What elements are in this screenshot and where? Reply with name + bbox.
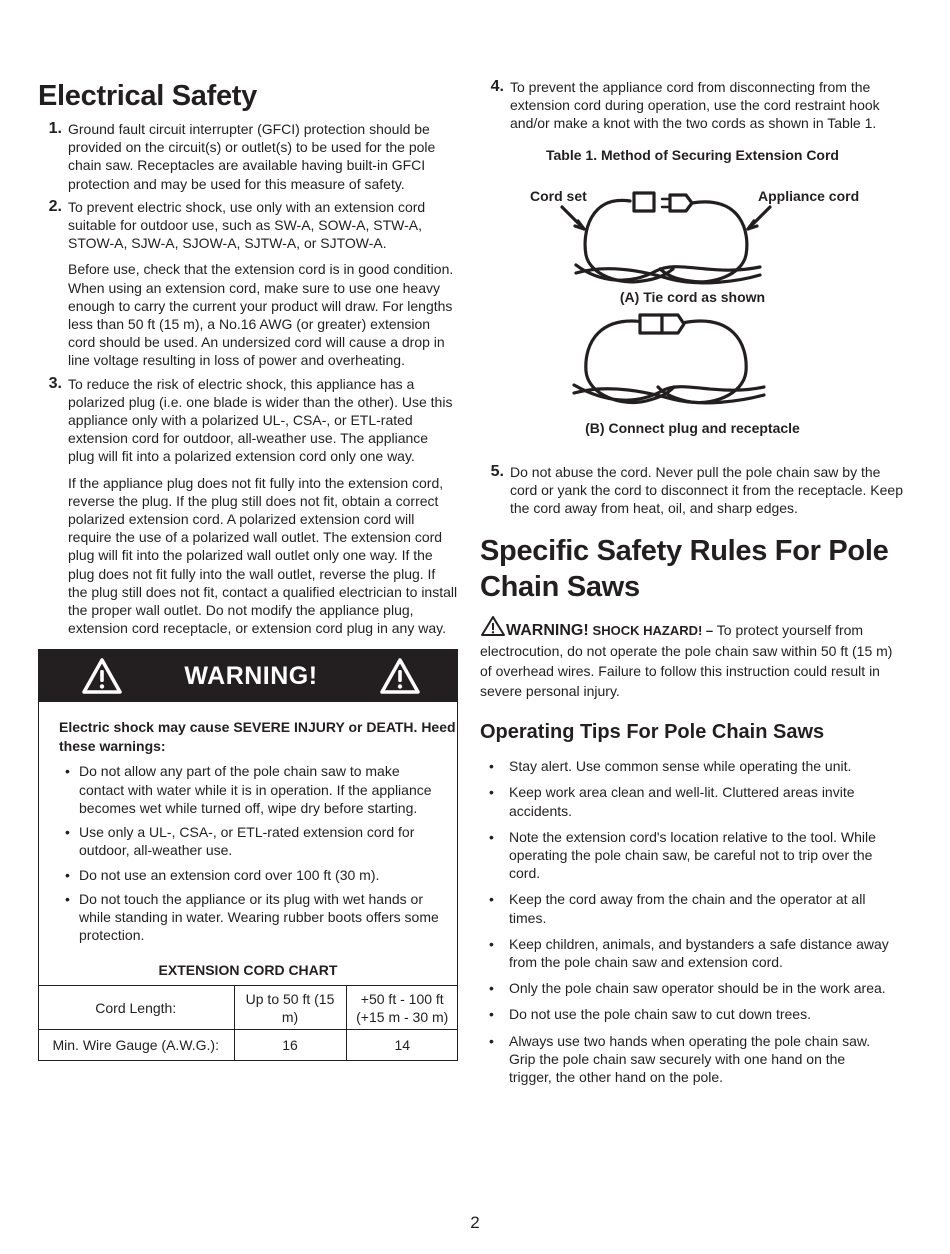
list-item: • Keep children, animals, and bystanders a safe distance away from the pole chain saw and extension cord. bbox=[480, 935, 905, 971]
item-number: 1. bbox=[48, 120, 62, 137]
item-number: 4. bbox=[490, 78, 504, 95]
item-number: 5. bbox=[490, 462, 504, 480]
item-number: 3. bbox=[48, 374, 62, 392]
cord-securing-figure bbox=[480, 163, 905, 451]
operating-tips-list bbox=[480, 757, 905, 1086]
list-item: • Only the pole chain saw operator should be in the work area. bbox=[480, 979, 905, 997]
list-item: • Stay alert. Use common sense while operating the unit. bbox=[480, 757, 905, 775]
item-text: To prevent electric shock, use only with an extension cord suitable for outdoor use, such as SW-A, SOW-A, STW-A, STOW-A, SJW-A, SJOW-A, SJTW-A, or SJTOW-A. bbox=[68, 198, 426, 252]
right-column bbox=[480, 78, 905, 1094]
warning-triangle-icon bbox=[81, 657, 123, 695]
tip-text: Keep the cord away from the chain and the operator at all times. bbox=[509, 891, 866, 926]
item-text: To reduce the risk of electric shock, this appliance has a polarized plug (i.e. one blade is wider than the other). Use this appliance only with a polarized UL-, CSA-, or ETL-rated extension cord for outdoor, all-weather use. The appliance plug will fit into a polarized extension cord only one way. bbox=[68, 375, 453, 465]
table-cell: Up to 50 ft (15 m) bbox=[234, 986, 346, 1030]
item-text: Ground fault circuit interrupter (GFCI) protection should be provided on the circuit(s) or outlet(s) to be used for the pole chain saw. Receptacles are available having built-in GFCI protection and may be used for this measure of safety. bbox=[68, 121, 436, 192]
shock-warning-text: To protect yourself from electrocution, do not operate the pole chain saw within 50 ft (15 m) of overhead wires. Failure to follow this instruction could result in severe personal injury. bbox=[480, 622, 893, 700]
item-number: 2. bbox=[48, 197, 62, 215]
caption-b: (B) Connect plug and receptacle bbox=[585, 419, 800, 436]
cord-knot-illustration bbox=[480, 163, 905, 451]
extension-cord-chart-title: EXTENSION CORD CHART bbox=[158, 962, 338, 979]
list-item bbox=[38, 120, 458, 193]
section-title-electrical-safety: Electrical Safety bbox=[38, 80, 257, 112]
tip-text: Note the extension cord's location relative to the tool. While operating the pole chain saw, be careful not to trip over the cord. bbox=[509, 828, 876, 882]
extension-cord-chart bbox=[38, 985, 458, 1060]
tip-text: Always use two hands when operating the pole chain saw. Grip the pole chain saw securely with one hand on the trigger, the other hand on the pole. bbox=[509, 1032, 871, 1086]
list-item: • Do not use the pole chain saw to cut down trees. bbox=[480, 1005, 905, 1023]
list-item: • Keep work area clean and well-lit. Cluttered areas invite accidents. bbox=[480, 783, 905, 819]
tip-text: Keep work area clean and well-lit. Cluttered areas invite accidents. bbox=[509, 784, 855, 819]
warning-triangle-icon bbox=[480, 615, 506, 637]
table-row bbox=[38, 986, 458, 1030]
list-item: • Do not allow any part of the pole chain saw to make contact with water while it is in operation. If the appliance becomes wet while turned off, wipe dry before starting. bbox=[59, 762, 457, 817]
warning-lead: Electric shock may cause SEVERE INJURY or DEATH. Heed these warnings: bbox=[59, 719, 456, 755]
tip-text: Do not use the pole chain saw to cut down trees. bbox=[509, 1006, 811, 1023]
table-cell: Cord Length: bbox=[38, 986, 234, 1030]
item-text: If the appliance plug does not fit fully into the extension cord, reverse the plug. If the plug still does not fit, obtain a correct polarized extension cord. A polarized extension cord will require the use of a polarized wall outlet. The extension cord plug will fit into the polarized wall outlet only one way. If the plug does not fit fully into the wall outlet, reverse the plug. If the plug still does not fit, contact a qualified electrician to install the proper wall outlet. Do not modify the appliance plug, extension cord receptacle, or extension cord plug in any way. bbox=[68, 474, 458, 637]
warning-title: WARNING! bbox=[184, 661, 318, 690]
table-cell: Min. Wire Gauge (A.W.G.): bbox=[38, 1030, 234, 1060]
list-item bbox=[480, 463, 905, 518]
list-item bbox=[38, 375, 458, 638]
table-title: Table 1. Method of Securing Extension Cord bbox=[546, 146, 839, 163]
list-item: • Do not use an extension cord over 100 ft (30 m). bbox=[59, 866, 457, 884]
list-item: • Always use two hands when operating the pole chain saw. Grip the pole chain saw securely with one hand on the trigger, the other hand on the pole. bbox=[480, 1032, 905, 1087]
warning-triangle-icon bbox=[379, 657, 421, 695]
left-column bbox=[38, 78, 458, 1061]
table-cell: 16 bbox=[234, 1030, 346, 1060]
list-item bbox=[480, 78, 905, 133]
caption-a: (A) Tie cord as shown bbox=[619, 288, 766, 305]
bullet-text: Do not touch the appliance or its plug with wet hands or while standing in water. Wearing rubber boots offers some protection. bbox=[79, 890, 439, 944]
list-item: • Do not touch the appliance or its plug with wet hands or while standing in water. Wearing rubber boots offers some protection. bbox=[59, 890, 457, 945]
table-row bbox=[38, 1030, 458, 1060]
bullet-text: Do not use an extension cord over 100 ft (30 m). bbox=[79, 866, 380, 883]
cord-set-label: Cord set bbox=[530, 187, 587, 204]
tip-text: Only the pole chain saw operator should be in the work area. bbox=[509, 980, 886, 997]
shock-hazard-label: SHOCK HAZARD! – bbox=[592, 623, 714, 639]
warning-box bbox=[38, 649, 458, 1060]
item-text: To prevent the appliance cord from disconnecting from the extension cord during operation, use the cord restraint hook and/or make a knot with the two cords as shown in Table 1. bbox=[510, 79, 880, 132]
shock-hazard-warning bbox=[480, 615, 905, 701]
bullet-text: Use only a UL-, CSA-, or ETL-rated extension cord for outdoor, all-weather use. bbox=[79, 824, 415, 859]
appliance-cord-label: Appliance cord bbox=[758, 187, 860, 204]
warning-word: WARNING! bbox=[506, 622, 589, 640]
table-cell: 14 bbox=[346, 1030, 458, 1060]
list-item: • Use only a UL-, CSA-, or ETL-rated extension cord for outdoor, all-weather use. bbox=[59, 823, 457, 859]
list-item bbox=[38, 198, 458, 370]
list-item: • Keep the cord away from the chain and the operator at all times. bbox=[480, 890, 905, 926]
page-number: 2 bbox=[470, 1213, 480, 1232]
item-text: Do not abuse the cord. Never pull the pole chain saw by the cord or yank the cord to disconnect it from the receptacle. Keep the cord away from heat, oil, and sharp edges. bbox=[510, 463, 903, 517]
section-title-specific-safety-rules: Specific Safety Rules For Pole Chain Saws bbox=[480, 535, 889, 604]
tip-text: Stay alert. Use common sense while operating the unit. bbox=[509, 758, 852, 775]
tip-text: Keep children, animals, and bystanders a safe distance away from the pole chain saw and extension cord. bbox=[509, 935, 889, 971]
bullet-text: Do not allow any part of the pole chain saw to make contact with water while it is in operation. If the appliance becomes wet while turned off, wipe dry before starting. bbox=[79, 763, 432, 816]
operating-tips-title: Operating Tips For Pole Chain Saws bbox=[480, 721, 825, 744]
table-cell: +50 ft - 100 ft (+15 m - 30 m) bbox=[346, 986, 458, 1030]
list-item: • Note the extension cord's location relative to the tool. While operating the pole chain saw, be careful not to trip over the cord. bbox=[480, 828, 905, 883]
item-text: Before use, check that the extension cord is in good condition. When using an extension cord, make sure to use one heavy enough to carry the current your product will draw. For lengths less than 50 ft (15 m), a No.16 AWG (or greater) extension cord should be used. An undersized cord will cause a drop in line voltage resulting in loss of power and overheating. bbox=[68, 261, 454, 369]
warning-header bbox=[39, 650, 457, 702]
